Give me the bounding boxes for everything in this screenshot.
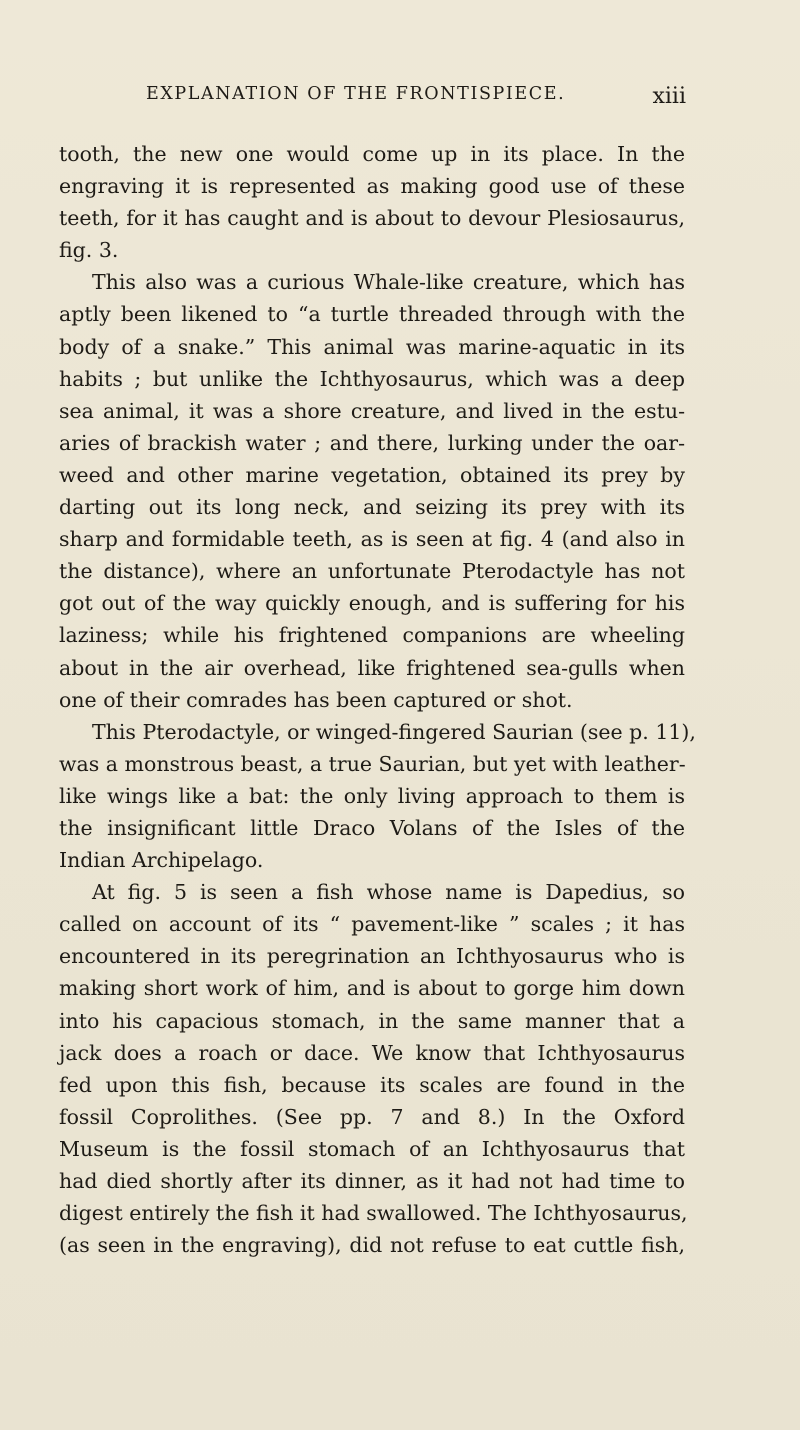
text-line: laziness; while his frightened companions are wheeling — [59, 623, 685, 648]
text-line: tooth, the new one would come up in its place. In the — [59, 142, 685, 166]
text-line: This Pterodactyle, or winged-fingered Saurian (see p. 11), — [92, 719, 696, 744]
text-line: like wings like a bat: the only living approach to them is — [59, 783, 685, 808]
text-line: aries of brackish water ; and there, lurking under the oar- — [59, 430, 685, 455]
text-line: the insignificant little Draco Volans of the Isles of the — [59, 815, 685, 840]
text-line: one of their comrades has been captured or shot. — [59, 687, 573, 712]
text-line: This also was a curious Whale-like creature, which has — [92, 270, 685, 295]
text-line: sharp and formidable teeth, as is seen at fig. 4 (and also in — [59, 527, 685, 552]
text-line: into his capacious stomach, in the same manner that a — [59, 1008, 685, 1033]
running-title: EXPLANATION OF THE FRONTISPIECE. — [146, 84, 566, 104]
text-line: got out of the way quickly enough, and is suffering for his — [59, 591, 685, 616]
text-line: jack does a roach or dace. We know that Ichthyosaurus — [59, 1040, 685, 1065]
text-line: Indian Archipelago. — [59, 848, 264, 873]
text-line: had died shortly after its dinner, as it had not had time to — [59, 1169, 685, 1193]
text-line: (as seen in the engraving), did not refuse to eat cuttle fish, — [59, 1233, 685, 1258]
text-line: fed upon this fish, because its scales are found in the — [59, 1072, 685, 1097]
text-line: encountered in its peregrination an Ichthyosaurus who is — [59, 944, 685, 969]
text-line: darting out its long neck, and seizing its prey with its — [59, 495, 685, 520]
text-line: digest entirely the fish it had swallowed. The Ichthyosaurus, — [59, 1201, 688, 1226]
text-line: fig. 3. — [59, 238, 119, 263]
text-line: aptly been likened to “a turtle threaded through with the — [59, 302, 685, 327]
text-line: weed and other marine vegetation, obtained its prey by — [59, 462, 685, 487]
text-line: making short work of him, and is about to gorge him down — [59, 976, 685, 1001]
running-head — [146, 84, 686, 114]
text-line: engraving it is represented as making good use of these — [59, 174, 685, 199]
page-number: xiii — [652, 84, 686, 109]
text-line: about in the air overhead, like frightened sea-gulls when — [59, 655, 685, 680]
text-line: teeth, for it has caught and is about to devour Plesiosaurus, — [59, 206, 685, 231]
text-line: body of a snake.” This animal was marine-aquatic in its — [59, 334, 685, 359]
text-line: habits ; but unlike the Ichthyosaurus, which was a deep — [59, 366, 685, 391]
text-line: fossil Coprolithes. (See pp. 7 and 8.) In the Oxford — [59, 1104, 685, 1129]
text-line: was a monstrous beast, a true Saurian, but yet with leather- — [59, 751, 686, 776]
text-line: sea animal, it was a shore creature, and lived in the estu- — [59, 398, 685, 423]
text-line: called on account of its “ pavement-like ” scales ; it has — [59, 912, 685, 937]
body-text — [59, 138, 696, 1261]
text-line: At fig. 5 is seen a fish whose name is Dapedius, so — [92, 880, 685, 905]
text-line: the distance), where an unfortunate Pterodactyle has not — [59, 559, 685, 584]
text-line: Museum is the fossil stomach of an Ichthyosaurus that — [59, 1136, 685, 1161]
